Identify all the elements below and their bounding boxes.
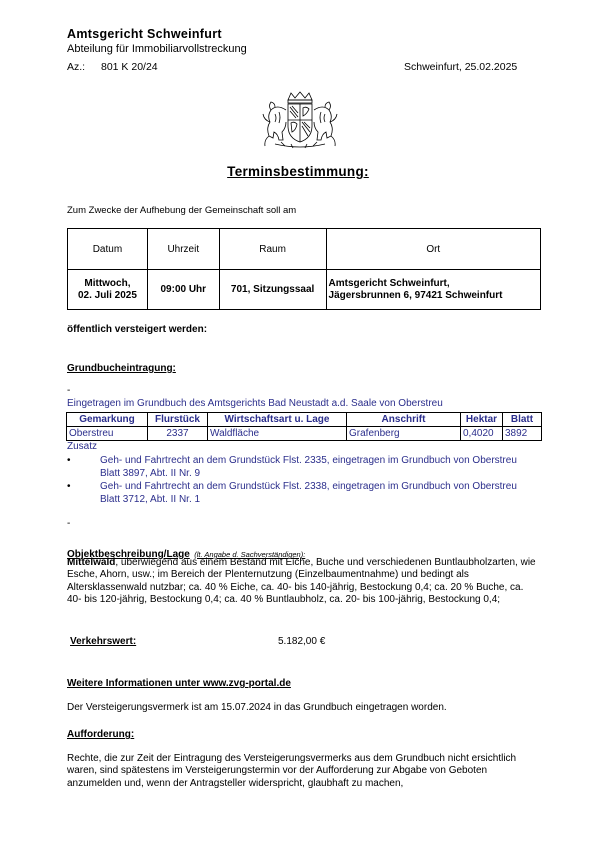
header-room: Raum xyxy=(219,229,326,270)
aufforderung-text: Rechte, die zur Zeit der Eintragung des Versteigerungsvermerks aus dem Grundbuch nicht ersichtlich waren, sind spätestens im Versteigerungstermin vor der Aufforderung zur Abgabe von Geboten anzumelden und, wenn der Antragsteller widerspricht, glaubhaft zu machen, xyxy=(67,753,517,789)
appointment-weekday: Mittwoch, xyxy=(84,277,131,289)
cell-wirtschaftsart: Waldfläche xyxy=(208,427,347,441)
cell-blatt: 3892 xyxy=(503,427,542,441)
vermerk-text: Der Versteigerungsvermerk ist am 15.07.2024 in das Grundbuch eingetragen worden. xyxy=(67,702,447,713)
verkehrswert-label: Verkehrswert: xyxy=(70,636,137,647)
court-department: Abteilung für Immobiliarvollstreckung xyxy=(67,43,247,55)
header-time: Uhrzeit xyxy=(147,229,219,270)
appointment-room: 701, Sitzungssaal xyxy=(219,270,326,310)
col-blatt: Blatt xyxy=(503,413,542,427)
verkehrswert-value: 5.182,00 € xyxy=(278,636,326,647)
col-gemarkung: Gemarkung xyxy=(67,413,148,427)
court-name: Amtsgericht Schweinfurt xyxy=(67,27,222,41)
cell-anschrift: Grafenberg xyxy=(347,427,461,441)
bullet-icon: • xyxy=(67,481,71,492)
grundbuch-source: Eingetragen im Grundbuch des Amtsgerichts Bad Neustadt a.d. Saale von Oberstreu xyxy=(67,398,443,409)
zusatz-list xyxy=(67,455,537,507)
appointment-header-row xyxy=(68,229,541,270)
list-item-text: Geh- und Fahrtrecht an dem Grundstück Flst. 2335, eingetragen im Grundbuch von Oberstreu Blatt 3897, Abt. II Nr. 9 xyxy=(100,455,517,479)
header-date: Datum xyxy=(68,229,148,270)
bullet-icon: • xyxy=(67,455,71,466)
objekt-lead: Mittelwald xyxy=(67,557,116,568)
appointment-place-line1: Amtsgericht Schweinfurt, xyxy=(328,277,450,289)
separator-dash: - xyxy=(67,385,71,396)
col-hektar: Hektar xyxy=(461,413,503,427)
col-anschrift: Anschrift xyxy=(347,413,461,427)
intro-text: Zum Zwecke der Aufhebung der Gemeinschaft soll am xyxy=(67,205,297,216)
grundbuch-heading: Grundbucheintragung: xyxy=(67,363,176,374)
cell-gemarkung: Oberstreu xyxy=(67,427,148,441)
info-link-heading: Weitere Informationen unter www.zvg-portal.de xyxy=(67,678,291,689)
cell-hektar: 0,4020 xyxy=(461,427,503,441)
appointment-place-line2: Jägersbrunnen 6, 97421 Schweinfurt xyxy=(328,289,503,301)
case-number-label: Az.: xyxy=(67,61,86,73)
appointment-place xyxy=(326,270,540,310)
bavarian-coat-of-arms-icon xyxy=(261,90,339,150)
appointment-time: 09:00 Uhr xyxy=(147,270,219,310)
appointment-day: 02. Juli 2025 xyxy=(77,289,137,301)
grundbuch-header-row xyxy=(67,413,542,427)
place-and-date: Schweinfurt, 25.02.2025 xyxy=(404,61,518,73)
document-title: Terminsbestimmung: xyxy=(227,164,369,179)
objekt-description xyxy=(67,557,537,607)
col-flurstueck: Flurstück xyxy=(148,413,208,427)
objekt-heading-text: Objektbeschreibung/Lage xyxy=(67,549,190,560)
list-item xyxy=(67,455,537,480)
separator-dash: - xyxy=(67,518,71,529)
grundbuch-table xyxy=(66,412,542,441)
list-item xyxy=(67,481,537,506)
col-wirtschaftsart: Wirtschaftsart u. Lage xyxy=(208,413,347,427)
objekt-text: , überwiegend aus einem Bestand mit Eiche, Buche und verschiedenen Buntlaubholzarten, wie Esche, Ahorn, usw.; im Bereich der Plenternutzung (Einzelbaumentnahme) und bedingt als Altersklassenwald nutzbar; ca. 40 % Eiche, ca. 40- bis 140-jährig, Bestockung 0,4; ca. 20 % Buche, ca. 40- bis 120-jährig, Bestockung 0,4; ca. 40 % Buntlaubholz, ca. 20- bis 100-jährig, Bestockung 0,4; xyxy=(67,557,536,606)
auction-statement: öffentlich versteigert werden: xyxy=(67,324,208,335)
header-place: Ort xyxy=(326,229,540,270)
table-row xyxy=(67,427,542,441)
appointment-date xyxy=(68,270,148,310)
objekt-heading-note: (lt. Angabe d. Sachverständigen): xyxy=(194,550,306,559)
aufforderung-heading: Aufforderung: xyxy=(67,729,135,740)
appointment-table xyxy=(67,228,541,310)
list-item-text: Geh- und Fahrtrecht an dem Grundstück Flst. 2338, eingetragen im Grundbuch von Oberstreu Blatt 3712, Abt. II Nr. 1 xyxy=(100,481,517,505)
appointment-value-row xyxy=(68,270,541,310)
zusatz-label: Zusatz xyxy=(67,441,98,452)
cell-flurstueck: 2337 xyxy=(148,427,208,441)
case-number: 801 K 20/24 xyxy=(101,61,158,73)
